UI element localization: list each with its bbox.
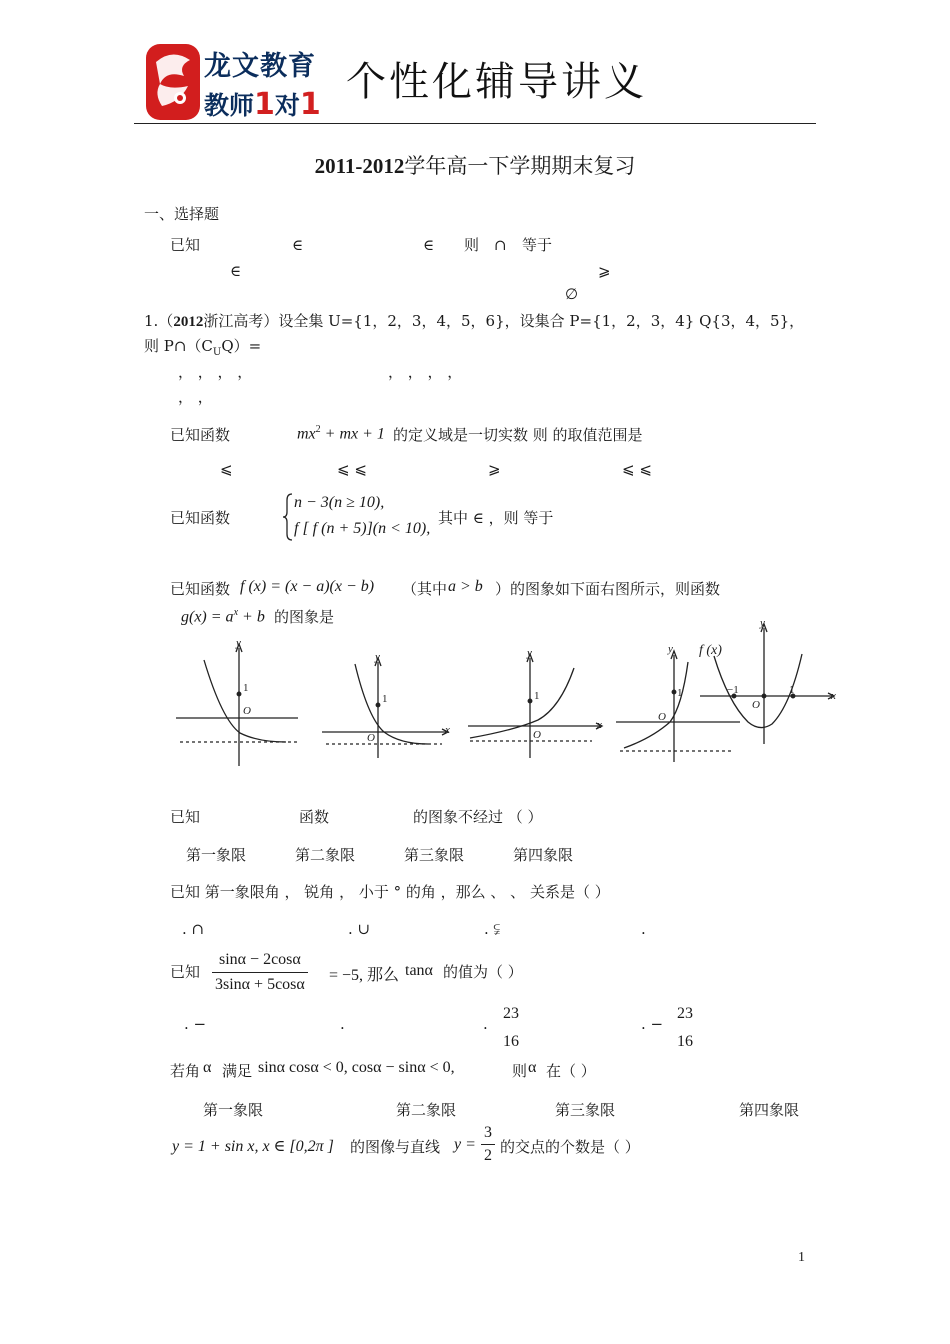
q9-expression: y = 1 + sin x, x ∈ [0,2π ] — [172, 1138, 334, 1155]
q3-text: 其中 ∈ ，则 等于 — [438, 509, 554, 527]
q5-text: 的图象不经过 （ ） — [413, 808, 543, 826]
graph-d-tick-one: 1 — [677, 687, 683, 699]
q8-text: 则 — [512, 1062, 528, 1080]
q0-option: ⩾ — [598, 262, 611, 280]
graph-fx-y-label: y — [760, 617, 765, 629]
graph-fx-origin: O — [752, 699, 760, 711]
q7-option: . − — [641, 1015, 664, 1033]
brand-tagline: 教师1对1 — [204, 87, 321, 122]
graph-c-tick-one: 1 — [534, 690, 540, 702]
q0-symbol: ∩ — [494, 236, 507, 254]
graph-option-d — [616, 655, 740, 762]
q7-expression: tanα — [405, 962, 433, 979]
q8-symbol: α — [203, 1059, 212, 1076]
q3-case-1: n − 3(n ≥ 10), — [294, 494, 385, 511]
q5-option: 第二象限 — [295, 846, 356, 864]
q3-case-2: f [ f (n + 5)](n < 10), — [294, 520, 431, 537]
q2-text: 已知函数 — [170, 426, 231, 444]
q5-text: 已知 — [170, 808, 201, 826]
q5-option: 第三象限 — [404, 846, 465, 864]
q7-equation: = −5, 那么 — [329, 967, 400, 984]
graph-d-y-label: y — [668, 643, 673, 655]
q6-option: . ⫋ — [484, 920, 501, 938]
q6-option: . ∪ — [348, 920, 371, 938]
q4-text: 已知函数 — [170, 580, 231, 598]
q4-text: ）的图象如下面右图所示，则函数 — [495, 580, 721, 598]
q2-option: ⩽ — [220, 460, 233, 478]
q1-line1: 1.（2012浙江高考）设全集 U={1，2，3，4，5，6}，设集合 P={1，2，3，4} Q{3，4，5}， — [144, 312, 805, 330]
q5-text: 函数 — [299, 808, 330, 826]
q0-text: 等于 — [522, 236, 553, 254]
q0-symbol: ∈ — [423, 236, 435, 254]
q7-fraction: $\frac{\sin\alpha - 2\cos\alpha}{3\sin\alpha + 5\cos\alpha}$ — [212, 948, 308, 997]
q4-g-expression: $g(x) = a^x + b$ — [181, 607, 265, 626]
graph-option-b — [322, 662, 446, 758]
brand-name: 龙文教育 — [204, 51, 316, 82]
q8-option: 第一象限 — [203, 1101, 264, 1119]
q6-option: . — [641, 920, 646, 938]
q2-option: ⩽ ⩽ — [622, 460, 652, 478]
q4-condition: a > b — [448, 578, 483, 595]
q2-option: ⩽ ⩽ — [337, 460, 367, 478]
q0-symbol: ∈ — [292, 236, 304, 254]
page-number: 1 — [798, 1250, 805, 1265]
q1-options: ， ， ， ， — [178, 363, 253, 381]
q7-option: . — [483, 1015, 488, 1033]
graph-b-tick-one: 1 — [382, 693, 388, 705]
q9-expression: y = — [454, 1136, 476, 1153]
graph-a-y-label: y — [236, 637, 241, 649]
graph-fx-tick-one: 1 — [789, 684, 795, 696]
q8-condition: sinα cosα < 0, cosα − sinα < 0, — [258, 1059, 455, 1076]
q5-option: 第一象限 — [186, 846, 247, 864]
graph-b-x-label: x — [445, 724, 450, 736]
q6-option: . ∩ — [182, 920, 205, 938]
graph-a-tick-one: 1 — [243, 682, 249, 694]
q2-expression: $mx^2$ + mx + 1 — [297, 424, 385, 443]
section-heading: 一、选择题 — [144, 205, 220, 223]
q7-option-c-fraction: 23 16 — [503, 1005, 519, 1050]
graph-a-origin: O — [243, 705, 251, 717]
q7-option: . — [340, 1015, 345, 1033]
q7-text: 的值为（ ） — [443, 963, 523, 981]
document-title: 2011-2012学年高一下学期期末复习 — [314, 154, 636, 178]
q0-option: ∅ — [565, 285, 579, 303]
graph-b-origin: O — [367, 732, 375, 744]
graph-fx-label: f (x) — [699, 643, 722, 658]
graph-c-y-label: y — [527, 647, 532, 659]
q9-fraction: $\frac{3}{2}$ — [481, 1122, 495, 1167]
q5-option: 第四象限 — [513, 846, 574, 864]
q8-text: 若角 — [170, 1062, 201, 1080]
q0-text: 则 — [464, 236, 480, 254]
q4-text: 的图象是 — [274, 608, 335, 626]
graph-c-origin: O — [533, 729, 541, 741]
graph-fx-x-label: x — [831, 690, 836, 702]
graph-fx-tick-neg-one: −1 — [727, 684, 739, 696]
q8-text: 满足 — [222, 1062, 253, 1080]
q8-text: 在（ ） — [546, 1062, 596, 1080]
q8-option: 第三象限 — [555, 1101, 616, 1119]
q7-option: . − — [184, 1015, 207, 1033]
q7-text: 已知 — [170, 963, 201, 981]
q3-text: 已知函数 — [170, 509, 231, 527]
q0-text: 已知 — [170, 236, 201, 254]
q9-text: 的图像与直线 — [350, 1138, 441, 1156]
q8-option: 第二象限 — [396, 1101, 457, 1119]
q1-line2: 则 $P\cap(C_UQ)=$ — [144, 337, 262, 358]
q1-options: ， ， — [178, 388, 213, 406]
q9-text: 的交点的个数是（ ） — [500, 1138, 640, 1156]
graph-c-x-label: x — [597, 719, 602, 731]
q8-symbol: α — [528, 1059, 537, 1076]
graph-b-y-label: y — [375, 651, 380, 663]
q1-options: ， ， ， ， — [388, 363, 463, 381]
q7-option-d-fraction: 23 16 — [677, 1005, 693, 1050]
header-title: 个性化辅导讲义 — [346, 59, 647, 105]
q6-text: 已知 第一象限角 ， 锐角 ， 小于 ° 的角 ，那么 、 、 关系是（ ） — [170, 883, 610, 901]
graph-d-origin: O — [658, 711, 666, 723]
graph-option-c — [468, 658, 600, 758]
q2-option: ⩾ — [488, 460, 501, 478]
graph-option-a — [176, 648, 298, 766]
q4-expression: f (x) = (x − a)(x − b) — [240, 578, 375, 595]
q4-text: （其中 — [402, 580, 448, 598]
q8-option: 第四象限 — [739, 1101, 800, 1119]
q2-text: 的定义域是一切实数 则 的取值范围是 — [393, 426, 643, 444]
q0-option: ∈ — [230, 262, 242, 280]
